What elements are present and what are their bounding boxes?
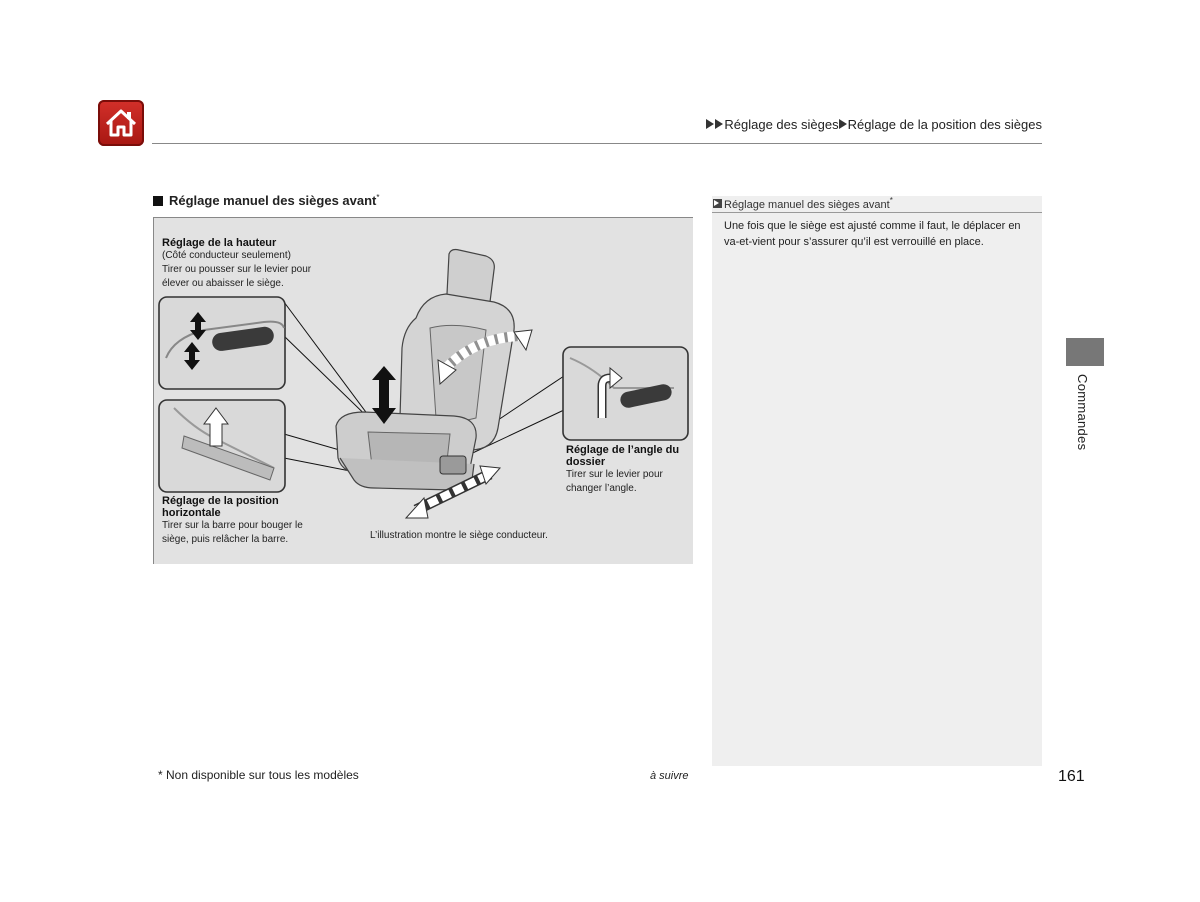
seat-illustration-panel [153, 217, 693, 564]
breadcrumb [706, 117, 1042, 132]
chevron-right-icon [715, 119, 723, 129]
reference-icon [713, 199, 722, 208]
section-title-text: Réglage manuel des sièges avant [169, 193, 377, 208]
footnote-marker: * [376, 193, 380, 202]
horizontal-title-2: horizontale [162, 507, 221, 519]
seat-drawing [336, 250, 514, 491]
horizontal-bar-inset [159, 400, 285, 492]
footnote: * Non disponible sur tous les modèles [158, 768, 359, 782]
horizontal-title-1: Réglage de la position [162, 495, 279, 507]
continued-indicator: à suivre [650, 770, 689, 782]
chapter-tab-text: Commandes [1075, 374, 1090, 451]
height-label [162, 237, 342, 291]
chevron-right-icon [706, 119, 714, 129]
recline-title-2: dossier [566, 456, 606, 468]
height-note: (Côté conducteur seulement) [162, 250, 291, 261]
recline-title-1: Réglage de l’angle du [566, 444, 680, 456]
note-text: Une fois que le siège est ajusté comme il faut, le déplacer en va-et-vient pour s’assurer qu’il est verrouillé en place. [724, 220, 1021, 248]
breadcrumb-item-seat-position[interactable]: Réglage de la position des sièges [847, 117, 1042, 132]
section-title [153, 193, 380, 208]
breadcrumb-item-seat-adjustment[interactable]: Réglage des sièges [724, 117, 839, 132]
horizontal-label [162, 495, 342, 547]
recline-desc-1: Tirer sur le levier pour [566, 469, 663, 480]
sidebar-notes-panel [712, 196, 1042, 766]
home-icon [98, 100, 144, 146]
recline-lever-inset [563, 347, 688, 440]
height-title: Réglage de la hauteur [162, 237, 277, 249]
header-divider [152, 143, 1042, 144]
height-lever-inset [159, 297, 285, 389]
figure-caption: L’illustration montre le siège conducteur. [370, 530, 548, 541]
height-desc-2: élever ou abaisser le siège. [162, 278, 284, 289]
page-number: 161 [1058, 768, 1085, 785]
recline-label [566, 444, 692, 496]
home-button[interactable] [98, 100, 144, 146]
chapter-tab-marker[interactable] [1066, 338, 1104, 366]
horizontal-desc-1: Tirer sur la barre pour bouger le [162, 520, 303, 531]
note-heading [712, 196, 1042, 213]
note-title[interactable]: Réglage manuel des sièges avant [724, 199, 890, 211]
note-footnote-marker: * [889, 196, 893, 205]
recline-desc-2: changer l’angle. [566, 483, 637, 494]
chevron-right-icon [839, 119, 847, 129]
chapter-tab-label[interactable] [1064, 374, 1104, 454]
square-bullet-icon [153, 196, 163, 206]
horizontal-desc-2: siège, puis relâcher la barre. [162, 534, 289, 545]
height-desc-1: Tirer ou pousser sur le levier pour [162, 264, 312, 275]
